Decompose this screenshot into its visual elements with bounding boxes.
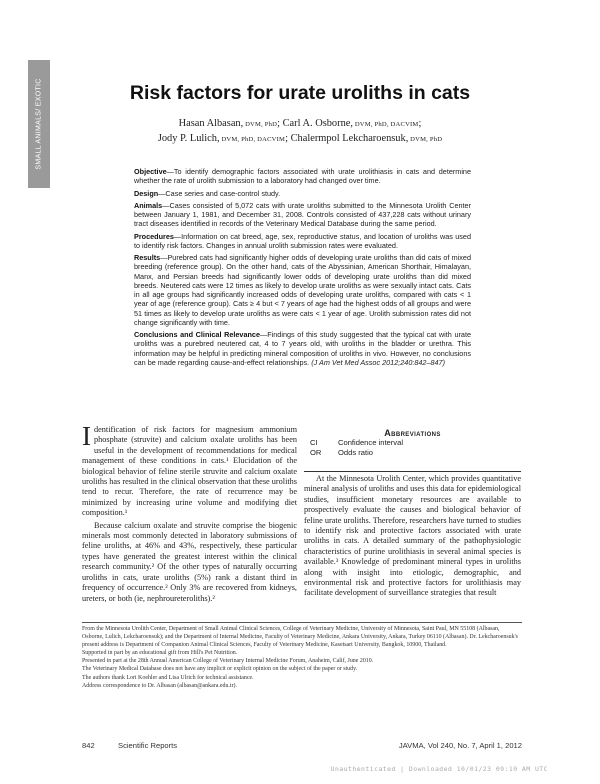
abbreviation-row [304, 438, 521, 448]
body-paragraph: Because calcium oxalate and struvite comprise the biogenic minerals most commonly detected in laboratory submissions of feline uroliths, at 46% and 43%, respectively, these particular types have generated the greatest interest within the clinical research community.² Of the other types of naturally occurring uroliths in cats, urate uroliths (5%) rank a distant third in frequency of occurrence.² Only 3% are recovered from kidneys, ureters, or both (ie, nephroureteroliths).² [82, 520, 297, 603]
author-credentials: DVM, PhD [408, 136, 443, 143]
download-watermark: Unauthenticated | Downloaded 10/01/23 09:10 AM UTC [330, 765, 548, 773]
abstract-text: —Cases consisted of 5,072 cats with urate uroliths submitted to the Minnesota Urolith Center between January 1, 1981, and December 31, 2008. Controls consisted of 437,228 cats without urinary tract diseases identified in records of the Veterinary Medical Database during the same period. [134, 200, 471, 229]
abbreviations-heading-text: Abbreviations [384, 428, 441, 438]
abstract-label: Conclusions and Clinical Relevance [134, 330, 260, 339]
body-paragraph [82, 421, 297, 519]
abstract-label: Design [134, 188, 159, 198]
abstract-procedures [134, 232, 471, 251]
abstract-objective [134, 167, 471, 186]
author-line [90, 132, 510, 147]
author-name: Jody P. Lulich, [157, 133, 220, 144]
abstract-text: —Purebred cats had significantly higher odds of developing urate uroliths than did cats of mixed breeding (reference group). On the other hand, cats of the Abyssinian, American Shorthair, Himalayan, Manx, and Persian breeds had significantly lower odds of developing urate uroliths than did mixed breeds. Neutered cats were 12 times as likely to develop urate uroliths as were sexually intact cats. Cats in all age groups had significantly increased odds of developing urate uroliths, compared with cats < 1 year of age (reference group). Cats ≥ 4 but < 7 years of age had the highest odds of all groups and were 51 times as likely to develop urate uroliths as were cats < 1 year of age. Urolith submission rates did not change significantly with time. [134, 253, 471, 327]
abstract-citation: (J Am Vet Med Assoc 2012;240:842–847) [309, 357, 446, 367]
abstract-animals [134, 201, 471, 229]
abbreviation-meaning: Odds ratio [338, 447, 374, 457]
abstract-results [134, 253, 471, 327]
author-credentials: DVM, PhD, DACVIM [219, 136, 286, 143]
drop-cap: I [82, 421, 91, 451]
abbreviations-heading [304, 425, 521, 438]
section-side-tab [28, 60, 50, 188]
body-paragraph: At the Minnesota Urolith Center, which provides quantitative mineral analysis of uroliths and uses this data for epidemiological studies, insufficient monetary resources are available to prospectively evaluate the causes and biological behavior of feline urate uroliths. Therefore, researchers have turned to studies to identify risk and protective factors associated with urate uroliths in cats. A detailed summary of the pathophysiologic characteristics of purine urolithiasis in several animal species is available.³ Knowledge of predominant mineral types in uroliths along with insight into etiologic, demographic, and environmental risk and protective factors for urolithiasis may facilitate development of surveillance strategies that result [304, 474, 521, 598]
body-paragraph-text: dentification of risk factors for magnesium ammonium phosphate (struvite) and calcium oxalate uroliths has been useful in the development of recommendations for medical management of these conditions in cats.¹ Elucidation of the biological behavior of feline sterile struvite and calcium oxalate uroliths has resulted in the clinical observation that these uroliths tend to recur. Therefore, the rate of recurrence may be minimized by increasing urine volume and modifying diet composition.¹ [82, 425, 297, 518]
abbreviation-key: CI [310, 438, 318, 447]
footnote: The authors thank Lori Koehler and Lisa Ulrich for technical assistance. [82, 674, 254, 681]
footnote: Address correspondence to Dr. Albasan (albasan@ankara.edu.tr). [82, 682, 238, 689]
abstract-label: Results [134, 253, 161, 262]
abbreviation-meaning: Confidence interval [338, 438, 404, 447]
footnote: From the Minnesota Urolith Center, Department of Small Animal Clinical Sciences, College of Veterinary Medicine, University of Minnesota, Saint Paul, MN 55108 (Albasan, Osborne, Lulich, Lekcharoensuk); and the Department of Internal Medicine, Faculty of Veterinary Medicine, Ankara University, Ankara, Turkey 06110 (Albasan). Dr. Lekcharoensuk's present address is Department of Companion Animal Clinical Sciences, Faculty of Veterinary Medicine, Kasetsart University, Bangkok, 10900, Thailand. [82, 626, 518, 649]
abstract-text: —Case series and case-control study. [158, 188, 281, 198]
author-name: Hasan Albasan, [178, 118, 244, 129]
abstract-design [134, 189, 471, 198]
abstract-label: Procedures [134, 231, 174, 241]
author-credentials: DVM, PhD, DACVIM [353, 121, 419, 128]
footnote: The Veterinary Medical Database does not have any implicit or explicit opinion on the subject of the paper or study. [82, 666, 358, 673]
abstract-text: —Findings of this study suggested that the typical cat with urate uroliths was a purebred neutered cat, 4 to 7 years old, with uroliths in the bladder or urethra. This information may be helpful in predicting mineral composition of uroliths in vivo. However, no conclusions can be made regarding cause-and-effect relationships. [134, 330, 471, 367]
abbreviations-box [304, 425, 521, 465]
abstract-conclusions [134, 330, 471, 367]
footnotes [82, 625, 522, 690]
abstract-label: Objective [134, 167, 167, 176]
author-separator: ; [418, 118, 422, 129]
abbreviations-divider [304, 471, 521, 472]
section-side-tab-label: SMALL ANIMALS/ EXOTIC [35, 78, 43, 170]
author-name: ; Carl A. Osborne, [277, 118, 353, 129]
author-line [90, 117, 510, 132]
body-column-right [304, 474, 521, 599]
abstract-text: —Information on cat breed, age, sex, reproductive status, and location of uroliths was used to identify risk factors. Changes in annual urolith submission rates were evaluated. [134, 231, 471, 250]
abstract-text: —To identify demographic factors associated with urate urolithiasis in cats and determine whether the rate of urolith submission to a laboratory had changed over time. [134, 167, 471, 186]
author-credentials: DVM, PhD [243, 121, 278, 128]
author-name: ; Chalermpol Lekcharoensuk, [285, 133, 409, 144]
abbreviation-row [304, 448, 521, 458]
body-column-left [82, 421, 297, 606]
footnote-divider [82, 622, 522, 623]
section-name: Scientific Reports [118, 741, 178, 750]
abstract [134, 167, 471, 370]
journal-citation: JAVMA, Vol 240, No. 7, April 1, 2012 [398, 741, 522, 750]
page-number: 842 [82, 741, 95, 750]
author-list [90, 117, 510, 147]
abstract-label: Animals [134, 200, 163, 210]
article-title: Risk factors for urate uroliths in cats [129, 82, 471, 104]
footnote: Supported in part by an educational gift from Hill's Pet Nutrition. [82, 650, 238, 657]
footnote: Presented in part at the 28th Annual American College of Veterinary Internal Medicine Forum, Anaheim, Calif, June 2010. [82, 658, 374, 665]
abbreviation-key: OR [310, 447, 322, 457]
